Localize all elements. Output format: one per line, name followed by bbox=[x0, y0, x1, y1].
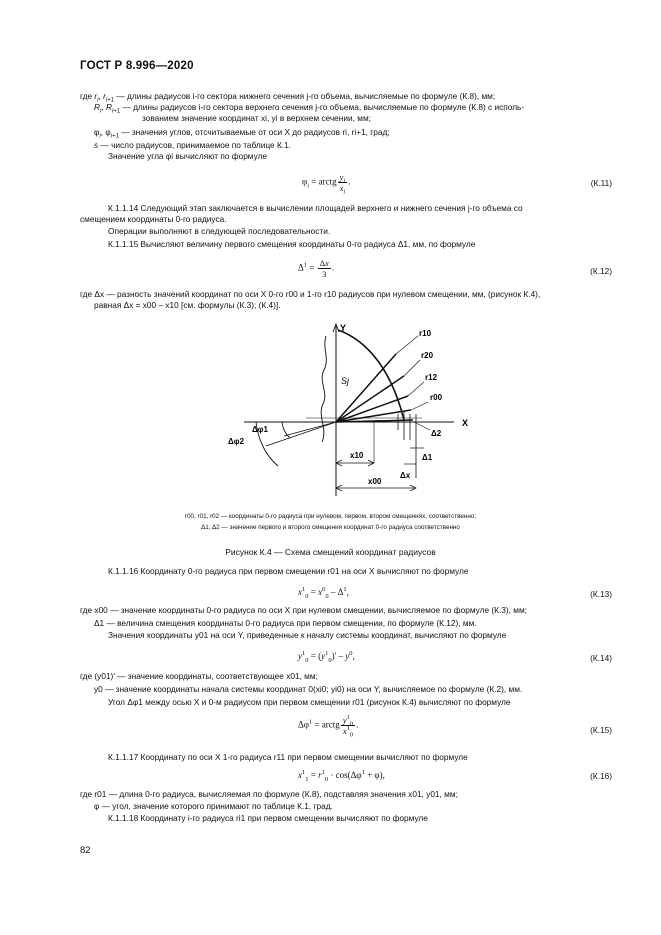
def-R-2: зованием значение координат xi, yi в верхнем сечении, мм; bbox=[142, 113, 371, 123]
label-r10: r10 bbox=[419, 329, 432, 338]
figure-legend-2: Δ1; Δ2 — значение первого и второго смещения координат 0-го радиуса соответственно bbox=[201, 524, 460, 531]
eq-number-k13: (К.13) bbox=[590, 589, 612, 599]
def-r01: где r01 — длина 0-го радиуса, вычисляемая по формуле (К.8), подставляя значения x01, y01, мм; bbox=[80, 789, 458, 799]
formula-k15: $\Delta\varphi^1$ = arctg $\frac{y^1_0}{x^1_0}$ . bbox=[298, 714, 359, 739]
angle-intro: Значение угла φi вычисляют по формуле bbox=[108, 151, 268, 161]
label-dphi2: Δφ2 bbox=[228, 437, 244, 446]
figure-caption: Рисунок К.4 — Схема смещений координат радиусов bbox=[225, 547, 436, 557]
def-dx-1: где Δx — разность значений координат по оси X 0-го r00 и 1-го r10 радиусов при нулевом смещении, мм, (рисунок К.4), bbox=[80, 289, 541, 299]
para-k1114-2: смещением координаты 0-го радиуса. bbox=[80, 214, 227, 224]
def-phi: $\varphi_i$, $\varphi_{i+1}$ — значения углов, отсчитываемые от оси X до радиусов ri, ri+1, град; bbox=[94, 127, 390, 140]
para-k1116-3: Угол Δφ1 между осью X и 0-м радиусом при первом смещении r01 (рисунок К.4) вычисляют по формуле bbox=[108, 697, 511, 707]
eq-number-k15: (К.15) bbox=[590, 725, 612, 735]
page-number: 82 bbox=[80, 845, 91, 856]
eq-number-k16: (К.16) bbox=[590, 771, 612, 781]
def-R-1: $R_i$, $R_{i+1}$ — длины радиусов i-го сектора верхнего сечения j-го объема, вычисляемые по формуле (К.8) с исполь- bbox=[94, 102, 525, 115]
def-dx-2: равная Δx = x00 – x10 [см. формулы (К.3); (К.4)]. bbox=[94, 300, 281, 310]
def-phi2: φ — угол, значение которого принимают по таблице К.1, град. bbox=[94, 801, 333, 811]
para-k1114-1: К.1.1.14 Следующий этап заключается в вычислении площадей верхнего и нижнего сечения j-го объема со bbox=[108, 203, 523, 213]
label-y: Y bbox=[340, 323, 347, 333]
label-d2: Δ2 bbox=[431, 429, 442, 438]
formula-k16: $x^1_1 = r^1_0 \cdot \cos(\Delta\varphi^1 + \varphi)$, bbox=[298, 769, 385, 783]
para-k1115: К.1.1.15 Вычисляют величину первого смещения координаты 0-го радиуса Δ1, мм, по формуле bbox=[108, 239, 476, 249]
label-sj: Sj bbox=[341, 376, 350, 386]
def-x00: где x00 — значение координаты 0-го радиуса по оси X при нулевом смещении, вычисляемое по формуле (К.3), мм; bbox=[80, 605, 527, 615]
label-dx: Δx bbox=[400, 471, 411, 480]
para-k1116-1: К.1.1.16 Координату 0-го радиуса при первом смещении r01 на оси X вычисляют по формуле bbox=[108, 566, 469, 576]
eq-number-k11: (К.11) bbox=[590, 178, 612, 188]
para-k1118: К.1.1.18 Координату i-го радиуса ri1 при первом смещении вычисляют по формуле bbox=[108, 813, 428, 823]
label-r12: r12 bbox=[425, 373, 438, 382]
def-s: s — число радиусов, принимаемое по таблице К.1. bbox=[94, 140, 292, 150]
label-x00: x00 bbox=[368, 477, 382, 486]
def-delta1: Δ1 — величина смещения координаты 0-го радиуса при первом смещении, по формуле (К.12), мм. bbox=[94, 618, 477, 628]
eq-number-k12: (К.12) bbox=[590, 266, 612, 276]
figure-k4 bbox=[226, 318, 476, 508]
label-r00: r00 bbox=[430, 393, 443, 402]
formula-k13: $x^1_0 = x^0_0 - \Delta^1$, bbox=[298, 586, 349, 600]
label-dphi1: Δφ1 bbox=[252, 425, 268, 434]
page-header: ГОСТ Р 8.996—2020 bbox=[80, 60, 194, 72]
def-y0: y0 — значение координаты начала системы координат 0(xi0; yi0) на оси Y, вычисляемое по формуле (К.2), мм. bbox=[94, 684, 523, 694]
def-y01: где (y01)' — значение координаты, соответствующее x01, мм; bbox=[80, 671, 318, 681]
def-r: где $r_i$, $r_{i+1}$ — длины радиусов i-го сектора нижнего сечения j-го объема, вычисляемые по формуле (К.8), мм; bbox=[80, 91, 496, 104]
eq-number-k14: (К.14) bbox=[590, 653, 612, 663]
label-x: X bbox=[462, 418, 469, 428]
section-arc bbox=[338, 330, 404, 420]
figure-legend-1: r00, r01, r02 — координаты 0-го радиуса при нулевом, первом, втором смещениях, соответственно; bbox=[184, 513, 477, 520]
para-k1116-2: Значения координаты y01 на оси Y, приведенные к началу системы координат, вычисляют по формуле bbox=[108, 630, 507, 640]
label-x10: x10 bbox=[350, 451, 364, 460]
formula-k11: $\varphi_i$ = arctg $\frac{y_i}{x_i}$ . bbox=[302, 172, 351, 196]
label-r20: r20 bbox=[421, 351, 434, 360]
formula-k12: $\Delta^1$ = $\frac{\Delta x}{3}$ . bbox=[298, 258, 335, 279]
para-k1117-1: К.1.1.17 Координату по оси X 1-го радиуса r11 при первом смещении вычисляют по формуле bbox=[108, 752, 468, 762]
formula-k14: $y^1_0 = (y^1_0)' - y^0$, bbox=[298, 650, 355, 664]
para-k1114-3: Операции выполняют в следующей последовательности. bbox=[108, 226, 331, 236]
label-d1: Δ1 bbox=[422, 453, 433, 462]
